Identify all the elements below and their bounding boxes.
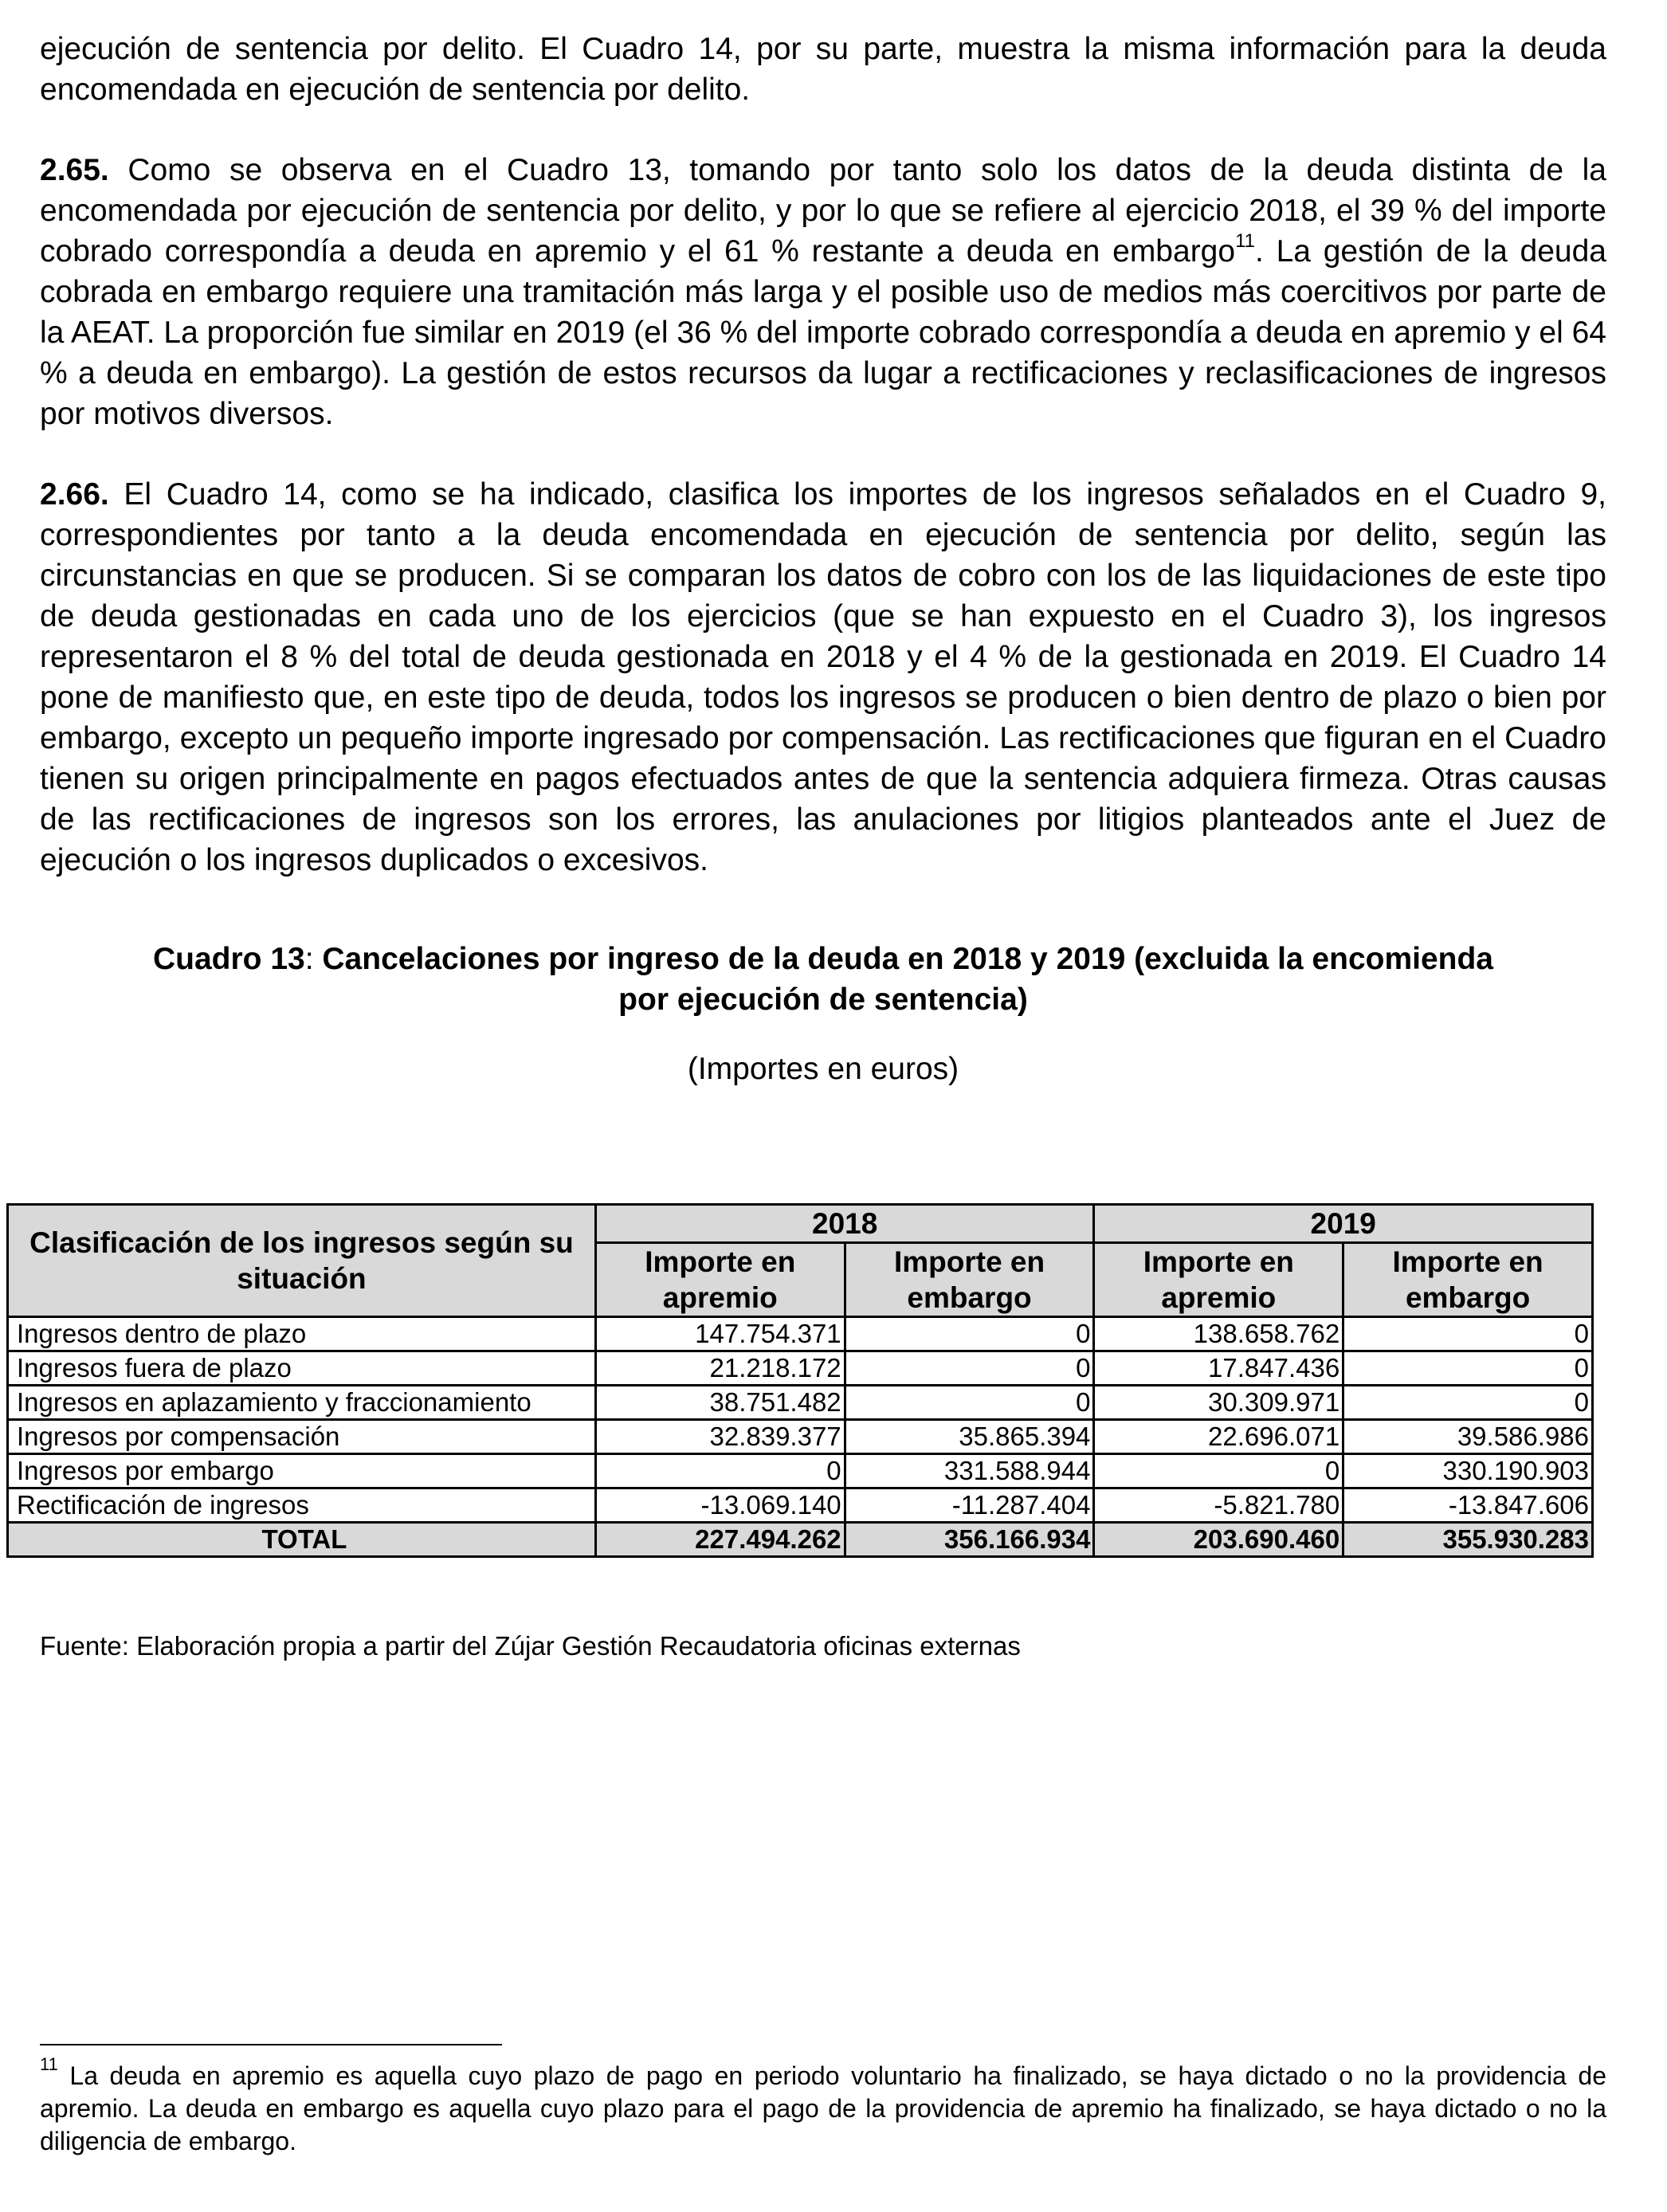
document-body bbox=[40, 29, 1606, 1089]
total-value: 356.166.934 bbox=[845, 1523, 1094, 1557]
cell-value: -13.847.606 bbox=[1343, 1488, 1593, 1523]
table-row bbox=[8, 1454, 1593, 1488]
cell-value: 35.865.394 bbox=[845, 1420, 1094, 1454]
paragraph-2-65 bbox=[40, 150, 1606, 434]
cell-value: 0 bbox=[595, 1454, 845, 1488]
paragraph-intro bbox=[40, 29, 1606, 110]
cancellations-table bbox=[6, 1203, 1594, 1558]
table-title-line1: Cancelaciones por ingreso de la deuda en 2018 y 2019 (excluida la encomienda bbox=[322, 942, 1493, 976]
table-row bbox=[8, 1351, 1593, 1386]
paragraph-number: 2.66. bbox=[40, 477, 109, 512]
table-title-line2: por ejecución de sentencia) bbox=[618, 982, 1028, 1017]
cell-value: 22.696.071 bbox=[1094, 1420, 1343, 1454]
row-label: Ingresos en aplazamiento y fraccionamiento bbox=[8, 1386, 596, 1420]
header-2019-apremio: Importe en apremio bbox=[1094, 1243, 1343, 1317]
table-total-row bbox=[8, 1523, 1593, 1557]
cell-value: 32.839.377 bbox=[595, 1420, 845, 1454]
table-title-separator: : bbox=[304, 942, 323, 976]
row-label: Ingresos dentro de plazo bbox=[8, 1317, 596, 1351]
table-row bbox=[8, 1317, 1593, 1351]
header-year-2019: 2019 bbox=[1094, 1205, 1593, 1243]
table-row bbox=[8, 1488, 1593, 1523]
total-label: TOTAL bbox=[8, 1523, 596, 1557]
total-value: 227.494.262 bbox=[595, 1523, 845, 1557]
table-subtitle: (Importes en euros) bbox=[687, 1052, 959, 1086]
row-label: Rectificación de ingresos bbox=[8, 1488, 596, 1523]
table-row bbox=[8, 1420, 1593, 1454]
table-title-label: Cuadro 13 bbox=[153, 942, 305, 976]
paragraph-text: Como se observa en el Cuadro 13, tomando por tanto solo los datos de la deuda distinta de la encomendada por ejecución de sentencia por delito, y por lo que se refiere al ejercicio 2018, el 39 % del importe cobrado correspondía a deuda en apremio y el 61 % restante a deuda en embargo bbox=[40, 153, 1606, 269]
table-source: Fuente: Elaboración propia a partir del Zújar Gestión Recaudatoria oficinas externas bbox=[40, 1631, 1021, 1661]
cell-value: 0 bbox=[845, 1386, 1094, 1420]
cell-value: 0 bbox=[1094, 1454, 1343, 1488]
total-value: 203.690.460 bbox=[1094, 1523, 1343, 1557]
header-2019-embargo: Importe en embargo bbox=[1343, 1243, 1593, 1317]
cell-value: 0 bbox=[1343, 1351, 1593, 1386]
paragraph-2-66 bbox=[40, 474, 1606, 880]
cell-value: 0 bbox=[845, 1351, 1094, 1386]
cell-value: 330.190.903 bbox=[1343, 1454, 1593, 1488]
header-2018-embargo: Importe en embargo bbox=[845, 1243, 1094, 1317]
cell-value: 0 bbox=[1343, 1386, 1593, 1420]
cell-value: 38.751.482 bbox=[595, 1386, 845, 1420]
paragraph-number: 2.65. bbox=[40, 153, 109, 187]
cell-value: 138.658.762 bbox=[1094, 1317, 1343, 1351]
footnote-text: La deuda en apremio es aquella cuyo plazo de pago en periodo voluntario ha finalizado, se haya dictado o no la providencia de apremio. La deuda en embargo es aquella cuyo plazo para el pago de la providencia de apremio ha finalizado, se haya dictado o no la diligencia de embargo. bbox=[40, 2061, 1606, 2155]
footnote-divider bbox=[40, 2044, 502, 2045]
row-label: Ingresos fuera de plazo bbox=[8, 1351, 596, 1386]
cell-value: 0 bbox=[845, 1317, 1094, 1351]
table-title bbox=[40, 939, 1606, 1020]
cell-value: -11.287.404 bbox=[845, 1488, 1094, 1523]
paragraph-text: . La gestión de la deuda cobrada en embargo requiere una tramitación más larga y el posible uso de medios más coercitivos por parte de la AEAT. La proporción fue similar en 2019 (el 36 % del importe cobrado correspondía a deuda en apremio y el 64 % a deuda en embargo). La gestión de estos recursos da lugar a rectificaciones y reclasificaciones de ingresos por motivos diversos. bbox=[40, 234, 1606, 431]
header-2018-apremio: Importe en apremio bbox=[595, 1243, 845, 1317]
cell-value: 331.588.944 bbox=[845, 1454, 1094, 1488]
cell-value: 17.847.436 bbox=[1094, 1351, 1343, 1386]
footnote bbox=[40, 2054, 1606, 2158]
cell-value: -5.821.780 bbox=[1094, 1488, 1343, 1523]
cell-value: 0 bbox=[1343, 1317, 1593, 1351]
header-classification: Clasificación de los ingresos según su situación bbox=[8, 1205, 596, 1317]
header-year-2018: 2018 bbox=[595, 1205, 1094, 1243]
footnote-number: 11 bbox=[40, 2054, 58, 2075]
total-value: 355.930.283 bbox=[1343, 1523, 1593, 1557]
footnote-reference[interactable]: 11 bbox=[1235, 230, 1255, 252]
cell-value: -13.069.140 bbox=[595, 1488, 845, 1523]
row-label: Ingresos por compensación bbox=[8, 1420, 596, 1454]
cell-value: 30.309.971 bbox=[1094, 1386, 1343, 1420]
row-label: Ingresos por embargo bbox=[8, 1454, 596, 1488]
paragraph-text: ejecución de sentencia por delito. El Cuadro 14, por su parte, muestra la misma información para la deuda encomendada en ejecución de sentencia por delito. bbox=[40, 32, 1606, 107]
cell-value: 147.754.371 bbox=[595, 1317, 845, 1351]
table-row bbox=[8, 1386, 1593, 1420]
cell-value: 21.218.172 bbox=[595, 1351, 845, 1386]
cell-value: 39.586.986 bbox=[1343, 1420, 1593, 1454]
paragraph-text: El Cuadro 14, como se ha indicado, clasifica los importes de los ingresos señalados en el Cuadro 9, correspondientes por tanto a la deuda encomendada en ejecución de sentencia por delito, según las circunstancias en que se producen. Si se comparan los datos de cobro con los de las liquidaciones de este tipo de deuda gestionadas en cada uno de los ejercicios (que se han expuesto en el Cuadro 3), los ingresos representaron el 8 % del total de deuda gestionada en 2018 y el 4 % de la gestionada en 2019. El Cuadro 14 pone de manifiesto que, en este tipo de deuda, todos los ingresos se producen o bien dentro de plazo o bien por embargo, excepto un pequeño importe ingresado por compensación. Las rectificaciones que figuran en el Cuadro tienen su origen principalmente en pagos efectuados antes de que la sentencia adquiera firmeza. Otras causas de las rectificaciones de ingresos son los errores, las anulaciones por litigios planteados ante el Juez de ejecución o los ingresos duplicados o excesivos. bbox=[40, 477, 1606, 877]
